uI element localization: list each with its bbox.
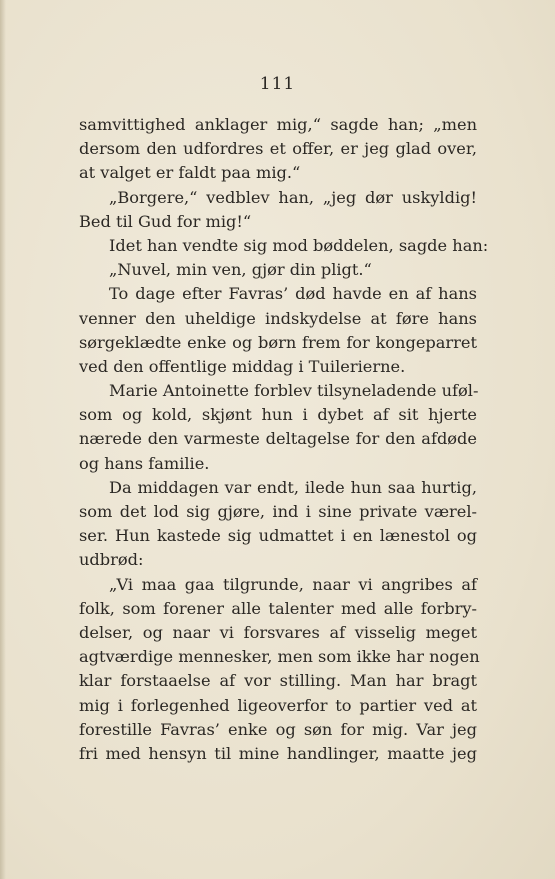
text-line: som og kold, skjønt hun i dybet af sit hjerte (79, 405, 477, 425)
text-line: ser. Hun kastede sig udmattet i en lænestol og (79, 526, 477, 546)
text-line: samvittighed anklager mig,“ sagde han; „men (79, 115, 477, 134)
text-line: dersom den udfordres et offer, er jeg glad over, (79, 139, 477, 159)
text-line: ved den offentlige middag i Tuilerierne. (79, 356, 406, 376)
text-line: „Nuvel, min ven, gjør din pligt.“ (109, 260, 372, 280)
text-line: Marie Antoinette forblev tilsyneladende uføl- (109, 381, 479, 401)
text-line: Idet han vendte sig mod bøddelen, sagde han: (109, 235, 489, 255)
text-line: folk, som forener alle talenter med alle forbry- (79, 598, 477, 618)
text-line: og hans familie. (79, 453, 210, 473)
text-line: „Borgere,“ vedblev han, „jeg dør uskyldig! (109, 187, 477, 207)
text-line: nærede den varmeste deltagelse for den afdøde (79, 429, 477, 449)
text-line: Bed til Gud for mig!“ (79, 211, 252, 231)
text-line: agtværdige mennesker, men som ikke har nogen (79, 647, 480, 667)
text-line: udbrød: (79, 550, 144, 570)
text-line: forestille Favras’ enke og søn for mig. Var jeg (79, 719, 477, 739)
text-line: som det lod sig gjøre, ind i sine private værel- (79, 502, 477, 521)
text-line: klar forstaaelse af vor stilling. Man har bragt (79, 671, 477, 691)
text-line: mig i forlegenhed ligeoverfor to partier ved at (79, 695, 477, 715)
text-line: Da middagen var endt, ilede hun saa hurtig, (109, 477, 477, 497)
text-line: at valget er faldt paa mig.“ (79, 163, 301, 183)
text-line: delser, og naar vi forsvares af visselig meget (79, 622, 477, 642)
page-number: 111 (259, 74, 296, 94)
text-line: venner den uheldige indskydelse at føre hans (79, 308, 477, 328)
text-line: sørgeklædte enke og børn frem for kongeparret (79, 332, 477, 352)
text-line: To dage efter Favras’ død havde en af hans (109, 284, 477, 304)
text-line: fri med hensyn til mine handlinger, maatte jeg (79, 743, 477, 763)
page-binding-edge (0, 0, 6, 879)
text-line: „Vi maa gaa tilgrunde, naar vi angribes af (109, 574, 477, 594)
body-text (79, 113, 489, 766)
